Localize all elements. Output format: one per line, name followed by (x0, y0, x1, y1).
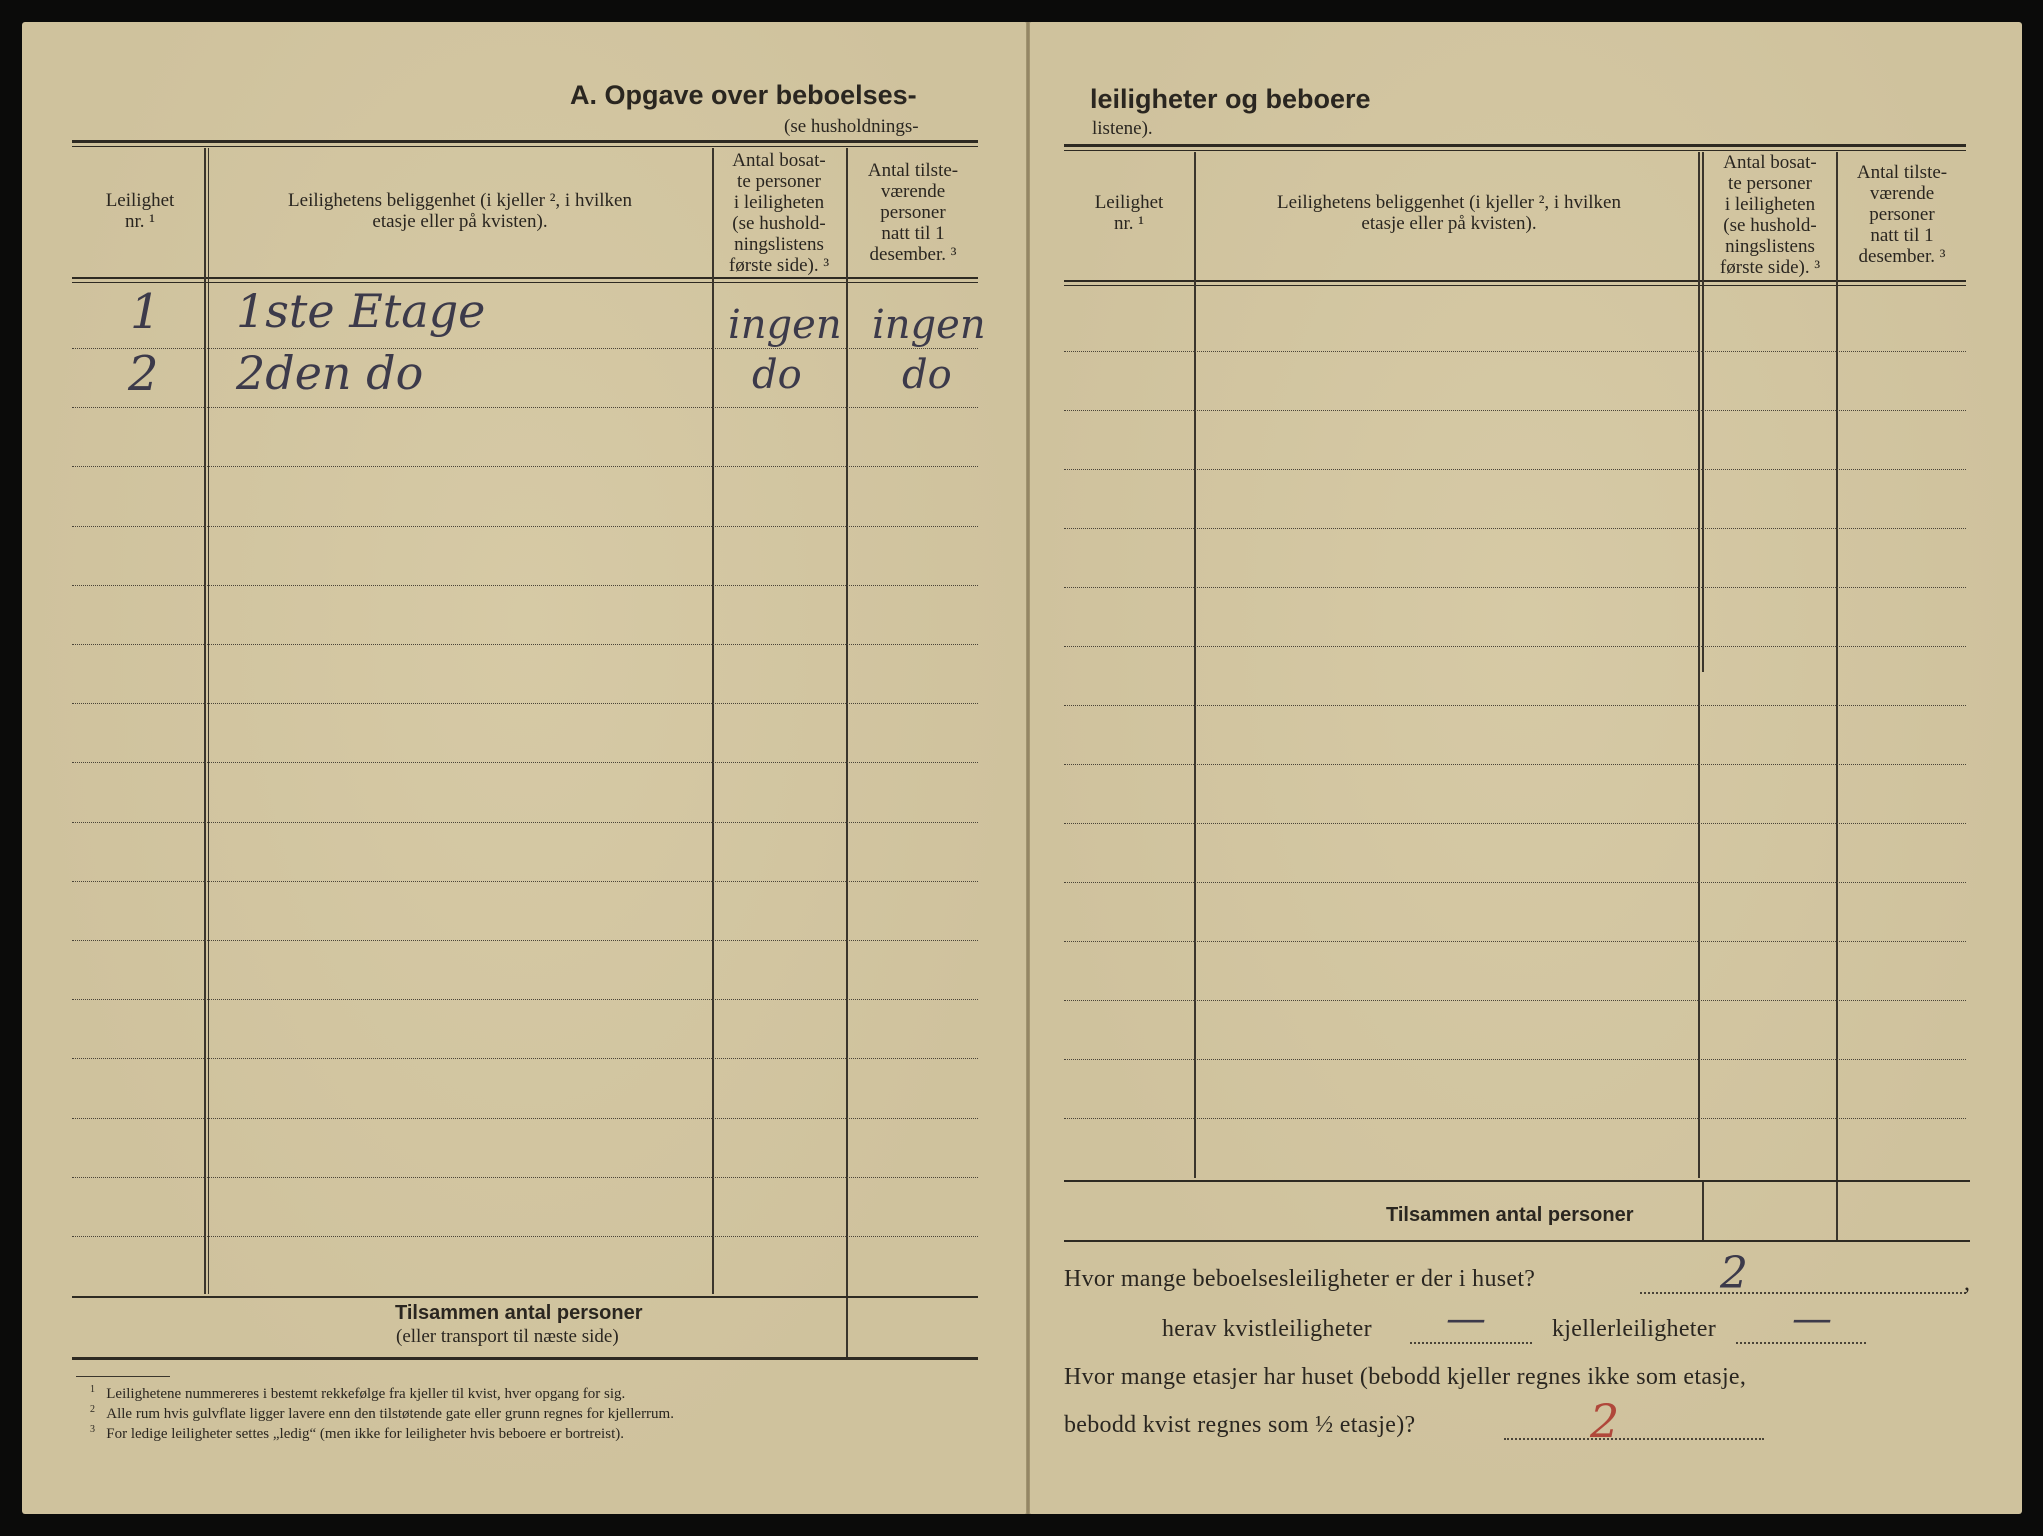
right-row-line (1064, 469, 1966, 470)
left-title: A. Opgave over beboelses- (570, 80, 917, 110)
right-header-tilstede: Antal tilste- værende personer natt til 1 desember. ³ (1856, 162, 1948, 267)
row1-nr: 1 (130, 284, 161, 340)
left-row-line (72, 466, 978, 467)
right-subtitle: listene). (1092, 118, 1153, 139)
left-header-location: Leilighetens beliggenhet (i kjeller ², i hvilken etasje eller på kvisten). (288, 190, 632, 232)
left-row-line (72, 703, 978, 704)
left-row-line (72, 348, 978, 349)
row2-tilstede: do (902, 352, 952, 398)
left-row-line (72, 822, 978, 823)
left-header-tilstede: Antal tilste- værende personer natt til 1 desember. ³ (867, 160, 959, 265)
right-row-line (1064, 1000, 1966, 1001)
answer-basement: — (1792, 1296, 1832, 1342)
footnote-2: $^2$ Alle rum hvis gulvflate ligger lavere enn den tilstøtende gate eller grunn regnes for kjellerrum. (90, 1404, 674, 1422)
right-vline-total (1702, 1180, 1704, 1240)
question-apartments: Hvor mange beboelsesleiligheter er der i huset? (1064, 1266, 1536, 1292)
left-subtitle: (se husholdnings- (784, 116, 919, 137)
right-top-rule-2 (1064, 150, 1966, 151)
right-row-line (1064, 764, 1966, 765)
left-row-line (72, 1118, 978, 1119)
right-total-label: Tilsammen antal personer (1386, 1204, 1634, 1226)
question-attic: herav kvistleiligheter (1162, 1316, 1372, 1342)
question-apartments-comma: , (1964, 1270, 1971, 1296)
right-row-line (1064, 410, 1966, 411)
right-vline-2 (1698, 152, 1700, 1178)
left-row-line (72, 940, 978, 941)
right-header-nr: Leilighet nr. ¹ (1094, 192, 1164, 234)
left-row-line (72, 407, 978, 408)
left-row-line (72, 585, 978, 586)
row2-bosatte: do (752, 352, 802, 398)
left-row-line (72, 1058, 978, 1059)
row1-tilstede: ingen (872, 302, 986, 348)
left-top-rule-2 (72, 146, 978, 147)
right-header-bosatte: Antal bosat- te personer i leiligheten (se hushold- ningslistens første side). ³ (1719, 152, 1821, 278)
left-bottom-rule (72, 1357, 978, 1360)
answer-line-basement (1736, 1342, 1866, 1344)
left-vline-1b (208, 148, 209, 1294)
right-row-line (1064, 941, 1966, 942)
answer-floors: 2 (1590, 1394, 1620, 1448)
left-row-line (72, 999, 978, 1000)
answer-attic: — (1446, 1296, 1486, 1342)
footnote-separator (76, 1376, 170, 1377)
right-row-line (1064, 351, 1966, 352)
right-row-line (1064, 1059, 1966, 1060)
left-vline-1 (204, 148, 206, 1294)
row2-location: 2den do (236, 346, 424, 400)
right-row-line (1064, 882, 1966, 883)
left-total-sub: (eller transport til næste side) (396, 1326, 619, 1347)
left-header-bosatte: Antal bosat- te personer i leiligheten (se hushold- ningslistens første side). ³ (728, 150, 830, 276)
left-total-rule (72, 1296, 978, 1298)
right-row-line (1064, 705, 1966, 706)
right-row-line (1064, 646, 1966, 647)
left-row-line (72, 526, 978, 527)
right-row-line (1064, 823, 1966, 824)
answer-apartments: 2 (1720, 1248, 1748, 1299)
left-row-line (72, 881, 978, 882)
right-title: leiligheter og beboere (1090, 84, 1371, 114)
right-total-rule (1064, 1180, 1970, 1182)
right-total-bottom-rule (1064, 1240, 1970, 1242)
left-total-label: Tilsammen antal personer (395, 1302, 643, 1324)
right-top-rule (1064, 144, 1966, 147)
page-fold (1026, 22, 1030, 1514)
right-vline-2b (1702, 152, 1704, 672)
right-header-location: Leilighetens beliggenhet (i kjeller ², i hvilken etasje eller på kvisten). (1277, 192, 1621, 234)
left-top-rule (72, 140, 978, 143)
answer-line-floors (1504, 1438, 1764, 1440)
right-vline-3 (1836, 152, 1838, 1240)
footnote-3: $^3$ For ledige leiligheter settes „ledig“ (men ikke for leiligheter hvis beboere er bortreist). (90, 1424, 624, 1442)
right-row-line (1064, 528, 1966, 529)
row1-location: 1ste Etage (236, 284, 486, 338)
left-vline-2 (712, 148, 714, 1294)
answer-line-attic (1410, 1342, 1532, 1344)
left-row-line (72, 1177, 978, 1178)
right-vline-1 (1194, 152, 1196, 1178)
left-row-line (72, 1236, 978, 1237)
left-row-line (72, 644, 978, 645)
answer-line-apartments (1640, 1292, 1966, 1294)
footnote-1: $^1$ Leilighetene nummereres i bestemt rekkefølge fra kjeller til kvist, hver opgang for sig. (90, 1384, 626, 1402)
right-row-line (1064, 587, 1966, 588)
right-header-rule-2 (1064, 285, 1966, 286)
question-basement: kjellerleiligheter (1552, 1316, 1716, 1342)
right-row-line (1064, 1118, 1966, 1119)
row1-bosatte: ingen (728, 302, 842, 348)
question-floors-line1: Hvor mange etasjer har huset (bebodd kjeller regnes ikke som etasje, (1064, 1364, 1747, 1390)
left-row-line (72, 762, 978, 763)
question-floors-line2: bebodd kvist regnes som ½ etasje)? (1064, 1412, 1416, 1438)
right-header-rule (1064, 280, 1966, 282)
row2-nr: 2 (128, 346, 159, 402)
left-header-nr: Leilighet nr. ¹ (105, 190, 175, 232)
